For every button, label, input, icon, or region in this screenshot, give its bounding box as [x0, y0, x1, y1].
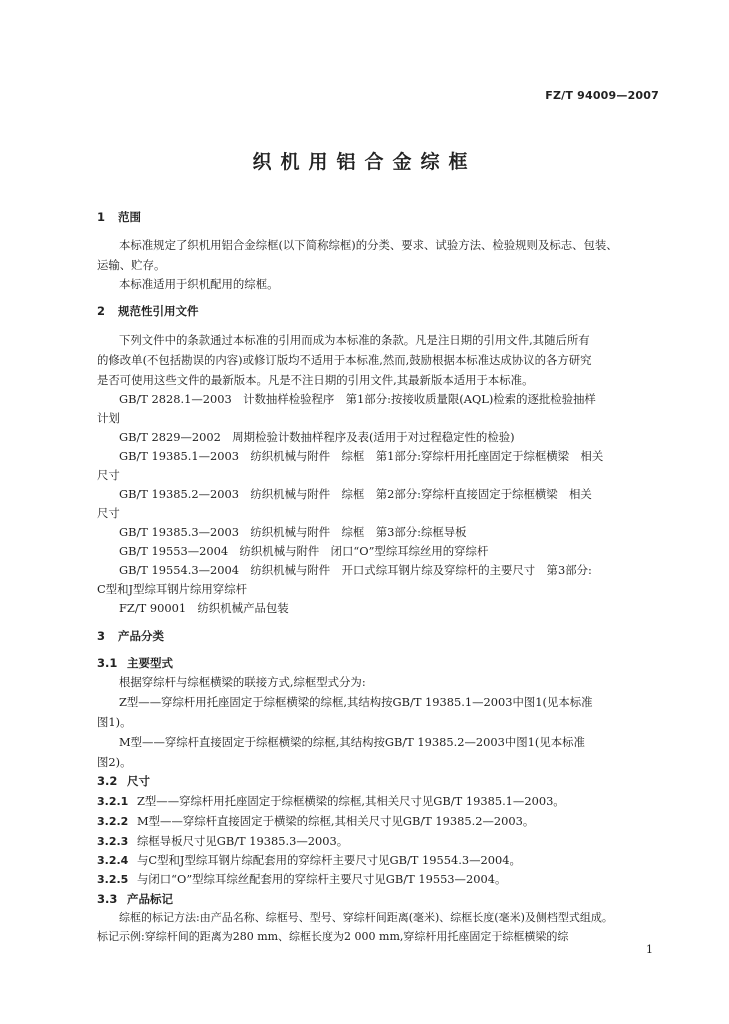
- clause-text: M型——穿综杆直接固定于横梁的综框,其相关尺寸见GB/T 19385.2—2003。: [137, 814, 535, 828]
- paragraph-line: 是否可使用这些文件的最新版本。凡是不注日期的引用文件,其最新版本适用于本标准。: [97, 373, 534, 387]
- clause-number: 3.2.2: [97, 815, 129, 828]
- reference-entry: GB/T 19554.3—2004 纺织机械与附件 开口式综耳钢片综及穿综杆的主要尺寸 第3部分:: [119, 563, 592, 577]
- subsection-number: 3.3: [97, 892, 118, 906]
- page-number: 1: [646, 943, 653, 956]
- reference-entry: FZ/T 90001 纺织机械产品包装: [119, 601, 289, 615]
- section-title: 规范性引用文件: [118, 304, 199, 318]
- paragraph-line: M型——穿综杆直接固定于综框横梁的综框,其结构按GB/T 19385.2—2003中图1(见本标准: [119, 735, 585, 749]
- clause-number: 3.2.3: [97, 835, 129, 848]
- paragraph-line: 运输、贮存。: [97, 258, 166, 272]
- section-2-heading: [97, 304, 199, 318]
- paragraph-line: 下列文件中的条款通过本标准的引用而成为本标准的条款。凡是注日期的引用文件,其随后所有: [119, 333, 590, 347]
- clause-text: 与闭口“O”型综耳综丝配套用的穿综杆主要尺寸见GB/T 19553—2004。: [137, 872, 507, 886]
- clause-text: Z型——穿综杆用托座固定于综框横梁的综框,其相关尺寸见GB/T 19385.1—2003。: [137, 794, 565, 808]
- paragraph-line: 本标准规定了织机用铝合金综框(以下简称综框)的分类、要求、试验方法、检验规则及标志、包装、: [119, 238, 618, 252]
- subsection-title: 产品标记: [127, 892, 173, 906]
- subsection-number: 3.1: [97, 656, 118, 670]
- reference-entry-cont: 尺寸: [97, 468, 120, 482]
- clause-3-2-5: [97, 872, 506, 887]
- paragraph-line: 图2)。: [97, 755, 132, 769]
- subsection-3-3-heading: [97, 892, 173, 906]
- reference-entry: GB/T 19385.1—2003 纺织机械与附件 综框 第1部分:穿综杆用托座固定于综框横梁 相关: [119, 449, 604, 463]
- paragraph-line: 本标准适用于织机配用的综框。: [119, 277, 279, 291]
- reference-entry: GB/T 2829—2002 周期检验计数抽样程序及表(适用于对过程稳定性的检验): [119, 430, 515, 444]
- reference-entry: GB/T 19553—2004 纺织机械与附件 闭口“O”型综耳综丝用的穿综杆: [119, 544, 489, 558]
- subsection-title: 主要型式: [127, 656, 173, 670]
- reference-entry: GB/T 19385.3—2003 纺织机械与附件 综框 第3部分:综框导板: [119, 525, 467, 539]
- subsection-3-2-heading: [97, 774, 150, 788]
- section-number: 2: [97, 304, 106, 318]
- section-title: 范围: [118, 210, 141, 224]
- clause-3-2-1: [97, 794, 565, 809]
- clause-number: 3.2.5: [97, 873, 129, 886]
- subsection-title: 尺寸: [127, 774, 150, 788]
- paragraph-line: 的修改单(不包括勘误的内容)或修订版均不适用于本标准,然而,鼓励根据本标准达成协议的各方研究: [97, 353, 592, 367]
- reference-entry: GB/T 19385.2—2003 纺织机械与附件 综框 第2部分:穿综杆直接固定于综框横梁 相关: [119, 487, 592, 501]
- paragraph-line: 标记示例:穿综杆间的距离为280 mm、综框长度为2 000 mm,穿综杆用托座固定于综框横梁的综: [97, 930, 569, 943]
- reference-entry: GB/T 2828.1—2003 计数抽样检验程序 第1部分:按接收质量限(AQL)检索的逐批检验抽样: [119, 392, 596, 406]
- section-1-heading: [97, 210, 141, 224]
- section-title: 产品分类: [118, 629, 164, 643]
- paragraph-line: Z型——穿综杆用托座固定于综框横梁的综框,其结构按GB/T 19385.1—2003中图1(见本标准: [119, 695, 593, 709]
- clause-number: 3.2.1: [97, 795, 129, 808]
- subsection-3-1-heading: [97, 656, 173, 670]
- section-number: 3: [97, 629, 106, 643]
- reference-entry-cont: 尺寸: [97, 506, 120, 520]
- document-title: 织机用铝合金综框: [252, 151, 477, 173]
- clause-3-2-3: [97, 834, 348, 849]
- clause-text: 与C型和J型综耳钢片综配套用的穿综杆主要尺寸见GB/T 19554.3—2004。: [137, 853, 521, 867]
- clause-text: 综框导板尺寸见GB/T 19385.3—2003。: [137, 834, 349, 848]
- subsection-number: 3.2: [97, 774, 118, 788]
- reference-entry-cont: C型和J型综耳钢片综用穿综杆: [97, 582, 247, 596]
- clause-number: 3.2.4: [97, 854, 129, 867]
- section-3-heading: [97, 629, 164, 643]
- clause-3-2-2: [97, 814, 534, 829]
- clause-3-2-4: [97, 853, 521, 868]
- paragraph-line: 综框的标记方法:由产品名称、综框号、型号、穿综杆间距离(毫米)、综框长度(毫米)及侧档型式组成。: [119, 911, 613, 924]
- section-number: 1: [97, 210, 106, 224]
- paragraph-line: 图1)。: [97, 715, 132, 729]
- paragraph-line: 根据穿综杆与综框横梁的联接方式,综框型式分为:: [119, 675, 366, 689]
- standard-code: FZ/T 94009—2007: [545, 89, 659, 102]
- reference-entry-cont: 计划: [97, 411, 120, 425]
